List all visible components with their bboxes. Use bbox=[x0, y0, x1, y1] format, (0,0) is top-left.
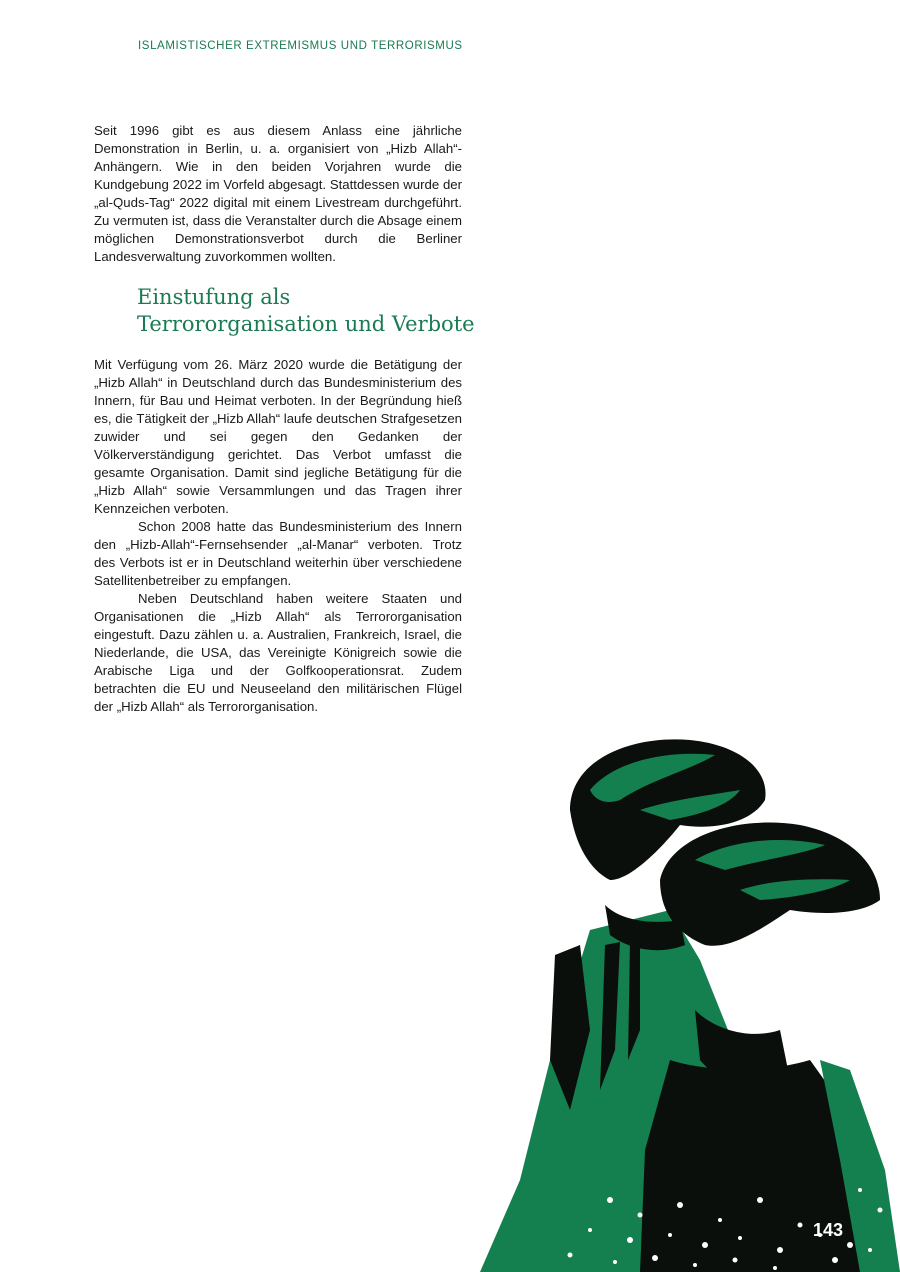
running-head: ISLAMISTISCHER EXTREMISMUS UND TERRORISMUS bbox=[138, 40, 463, 52]
section-heading: Einstufung als Terrororganisation und Verbote bbox=[137, 285, 475, 336]
clerics-illustration bbox=[440, 730, 900, 1272]
intro-text bbox=[94, 122, 462, 266]
section-body bbox=[94, 356, 462, 716]
body-paragraph-3: Neben Deutschland haben weitere Staaten und Organisationen die „Hizb Allah“ als Terrororganisation eingestuft. Dazu zählen u. a. Australien, Frankreich, Israel, die Niederlande, die USA, das Vereinigte Königreich sowie die Arabische Liga und der Golfkooperationsrat. Zudem betrachten die EU und Neuseeland den militärischen Flügel der „Hizb Allah“ als Terrororganisation. bbox=[94, 591, 462, 714]
body-paragraph-2: Schon 2008 hatte das Bundesministerium des Innern den „Hizb-Allah“-Fernsehsender „al-Manar“ verboten. Trotz des Verbots ist er in Deutschland weiterhin über verschiedene Satellitenbetreiber zu empfangen. bbox=[94, 519, 462, 588]
intro-paragraph: Seit 1996 gibt es aus diesem Anlass eine jährliche Demonstration in Berlin, u. a. organisiert von „Hizb Allah“-Anhängern. Wie in den beiden Vorjahren wurde die Kundgebung 2022 im Vorfeld abgesagt. Stattdessen wurde der „al-Quds-Tag“ 2022 digital mit einem Livestream durchgeführt. Zu vermuten ist, dass die Veranstalter durch die Absage einem möglichen Demonstrationsverbot durch die Berliner Landesverwaltung zuvorkommen wollten. bbox=[94, 123, 462, 264]
body-paragraph-1: Mit Verfügung vom 26. März 2020 wurde die Betätigung der „Hizb Allah“ in Deutschland durch das Bundesministerium des Innern, für Bau und Heimat verboten. In der Begründung hieß es, die Tätigkeit der „Hizb Allah“ laufe deutschen Strafgesetzen zuwider und sei gegen den Gedanken der Völkerverständigung gerichtet. Das Verbot umfasst die gesamte Organisation. Damit sind jegliche Betätigung für die „Hizb Allah“ sowie Versammlungen und das Tragen ihrer Kennzeichen verboten. bbox=[94, 357, 462, 516]
page-number: 143 bbox=[813, 1220, 844, 1240]
